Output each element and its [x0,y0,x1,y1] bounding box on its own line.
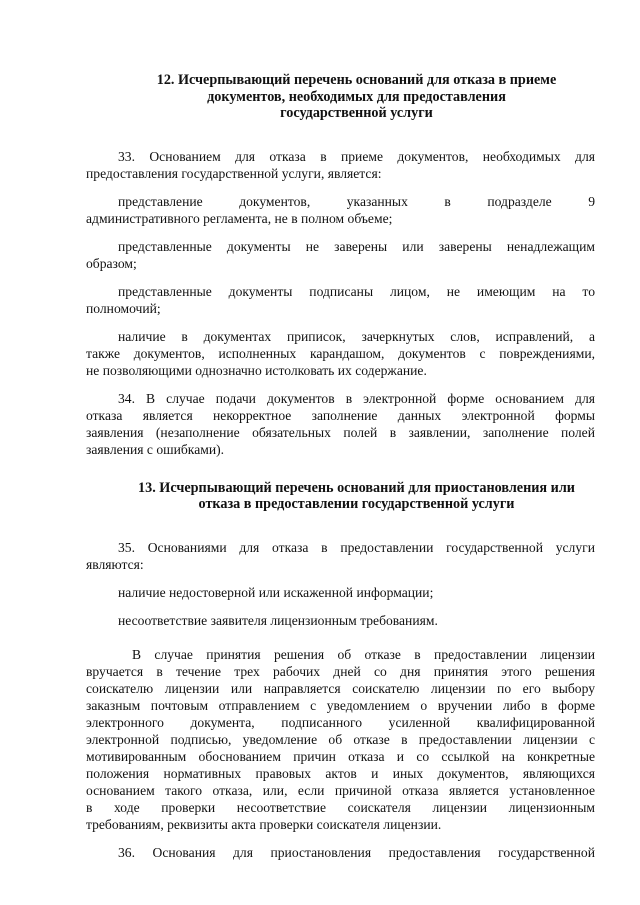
list-item-not-certified: представленные документы не заверены или заверены ненадлежащим образом; [86,238,595,271]
section-13-heading: 13. Исчерпывающий перечень оснований для приостановления или отказа в предоставлении государственной услуги [138,479,575,512]
list-item-noncompliance: несоответствие заявителя лицензионным требованиям. [118,612,438,628]
list-item-false-information: наличие недостоверной или искаженной информации; [118,584,434,600]
section-12-heading: 12. Исчерпывающий перечень оснований для отказа в приеме документов, необходимых для предоставления государственной услуги [156,72,557,121]
paragraph-refusal-notice: В случае принятия решения об отказе в предоставлении лицензии вручается в течение трех рабочих дней со дня принятия этого решения соискателю лицензии или направляется соискателю лицензии по его выбору заказным почтовым отправлением с уведомлением о вручении либо в форме электронного документа, подписанного усиленной квалифицированной электронной подписью, уведомление об отказе в предоставлении лицензии с мотивированным обоснованием причин отказа и со ссылкой на конкретные положения нормативных правовых актов и иных документов, являющихся основанием такого отказа, или, если причиной отказа является установленное в ходе проверки несоответствие соискателя лицензии лицензионным требованиям, реквизиты акта проверки соискателя лицензии. [86,646,595,832]
list-item-corrections: наличие в документах приписок, зачеркнутых слов, исправлений, а также документов, исполненных карандашом, документов с повреждениями, не позволяющими однозначно истолковать их содержание. [86,328,595,378]
paragraph-36: 36. Основания для приостановления предоставления государственной [118,844,595,860]
list-item-incomplete-documents: представление документов, указанных в подразделе 9 административного регламента, не в полном объеме; [86,193,595,226]
paragraph-35: 35. Основаниями для отказа в предоставлении государственной услуги являются: [86,539,595,572]
document-page [86,70,595,861]
paragraph-34: 34. В случае подачи документов в электронной форме основанием для отказа является некорректное заполнение данных электронной формы заявления (незаполнение обязательных полей в заявлении, заполнение полей заявления с ошибками). [86,390,595,457]
list-item-unauthorized-signature: представленные документы подписаны лицом, не имеющим на то полномочий; [86,283,595,316]
paragraph-33: 33. Основанием для отказа в приеме документов, необходимых для предоставления государственной услуги, является: [86,148,595,181]
